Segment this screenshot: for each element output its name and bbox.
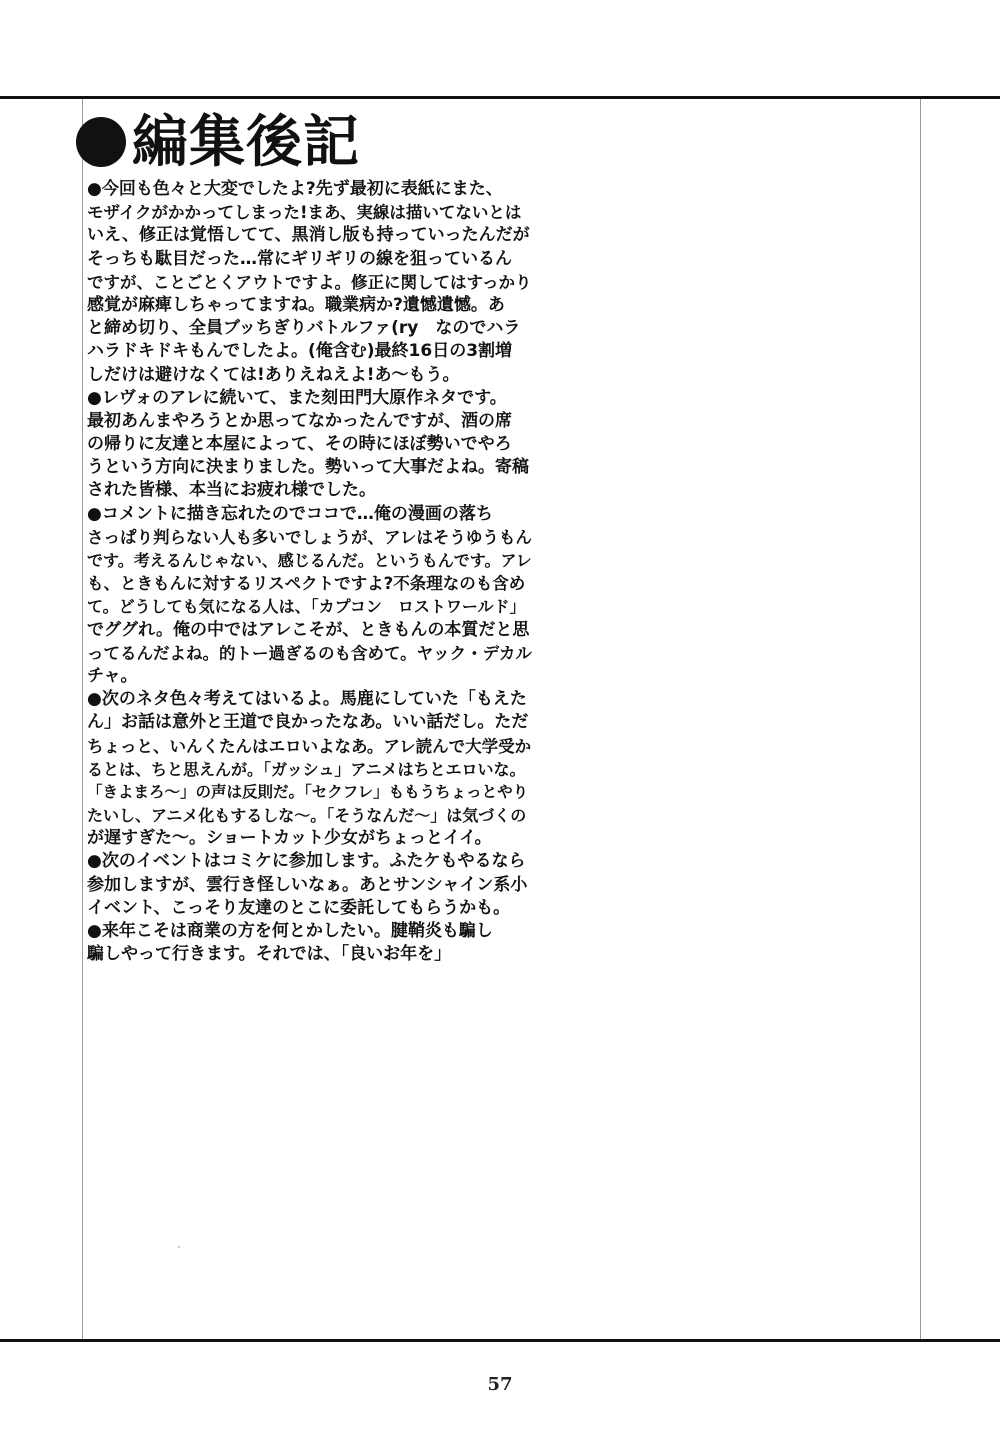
text-line: 参加しますが、雲行き怪しいなぁ。あとサンシャイン系小: [87, 874, 528, 895]
text-line: 最初あんまやろうとか思ってなかったんですが、酒の席: [87, 410, 512, 431]
text-line: いえ、修正は覚悟してて、黒消し版も持っていったんだが: [87, 225, 530, 246]
text-line: ん」お話は意外と王道で良かったなあ。いい話だし。ただ: [87, 712, 529, 733]
text-line: の帰りに友達と本屋によって、その時にほぼ勢いでやろ: [87, 434, 512, 455]
text-line: ●今回も色々と大変でしたよ?先ず最初に表紙にまた、: [87, 179, 503, 199]
bottom-rule: [0, 1339, 1000, 1342]
afterword-body: [87, 178, 532, 966]
text-line: も、ときもんに対するリスペクトですよ?不条理なのも含め: [87, 574, 526, 594]
text-line: さっぱり判らない人も多いでしょうが、アレはそうゆうもん: [87, 527, 532, 547]
speck: [178, 1246, 180, 1248]
text-line: ってるんだよね。的トー過ぎるのも含めて。ヤック・デカル: [87, 643, 532, 663]
text-line: しだけは避けなくては!ありえねえよ!あ～もう。: [87, 364, 460, 385]
text-line: るとは、ちと思えんが。「ガッシュ」アニメはちとエロいな。: [87, 759, 526, 779]
text-line: と締め切り、全員ブッちぎりバトルファ(ry なのでハラ: [87, 318, 521, 339]
text-line: ●来年こそは商業の方を何とかしたい。腱鞘炎も騙し: [87, 921, 493, 941]
text-line: 「きよまろ～」の声は反則だ。「セクフレ」ももうちょっとやり: [87, 782, 529, 801]
text-line: ですが、ことごとくアウトですよ。修正に関してはすっかり: [87, 272, 532, 292]
afterword-heading: [76, 106, 360, 178]
text-line: ●次のネタ色々考えてはいるよ。馬鹿にしていた「もえた: [87, 689, 527, 710]
text-line: でググれ。俺の中ではアレこそが、ときもんの本質だと思: [87, 619, 530, 640]
text-line: モザイクがかかってしまった!まあ、実線は描いてないとは: [87, 203, 522, 223]
text-line: うという方向に決まりました。勢いって大事だよね。寄稿: [87, 457, 529, 478]
text-line: 感覚が麻痺しちゃってますね。職業病か?遺憾遺憾。あ: [87, 294, 505, 315]
heading-title: 編集後記: [132, 109, 360, 175]
text-line: チャ。: [87, 665, 138, 686]
text-line: です。考えるんじゃない、感じるんだ。というもんです。アレ: [87, 551, 532, 570]
text-line: ●次のイベントはコミケに参加します。ふたケもやるなら: [87, 851, 526, 872]
text-line: ちょっと、いんくたんはエロいよなあ。アレ読んで大学受か: [87, 736, 532, 756]
text-line: が遅すぎた～。ショートカット少女がちょっとイイ。: [87, 828, 492, 849]
top-rule: [0, 96, 1000, 99]
text-line: ●レヴォのアレに続いて、また刻田門大原作ネタです。: [87, 387, 507, 408]
text-line: たいし、アニメ化もするしな～。「そうなんだ～」は気づくの: [87, 806, 527, 826]
text-line: された皆様、本当にお疲れ様でした。: [87, 480, 376, 501]
left-frame-line: [82, 99, 83, 1339]
text-line: 騙しやって行きます。それでは、「良いお年を」: [87, 944, 452, 965]
bullet-icon: [76, 117, 126, 167]
text-line: イベント、こっそり友達のとこに委託してもらうかも。: [87, 897, 511, 918]
page-number: 57: [487, 1374, 513, 1395]
right-frame-line: [920, 99, 921, 1339]
text-line: ●コメントに描き忘れたのでココで…俺の漫画の落ち: [87, 503, 493, 524]
text-line: そっちも駄目だった…常にギリギリの線を狙っているん: [87, 248, 512, 269]
text-line: ハラドキドキもんでしたよ。(俺含む)最終16日の3割増: [87, 341, 513, 362]
text-line: て。どうしても気になる人は、「カプコン ロストワールド」: [87, 597, 526, 617]
